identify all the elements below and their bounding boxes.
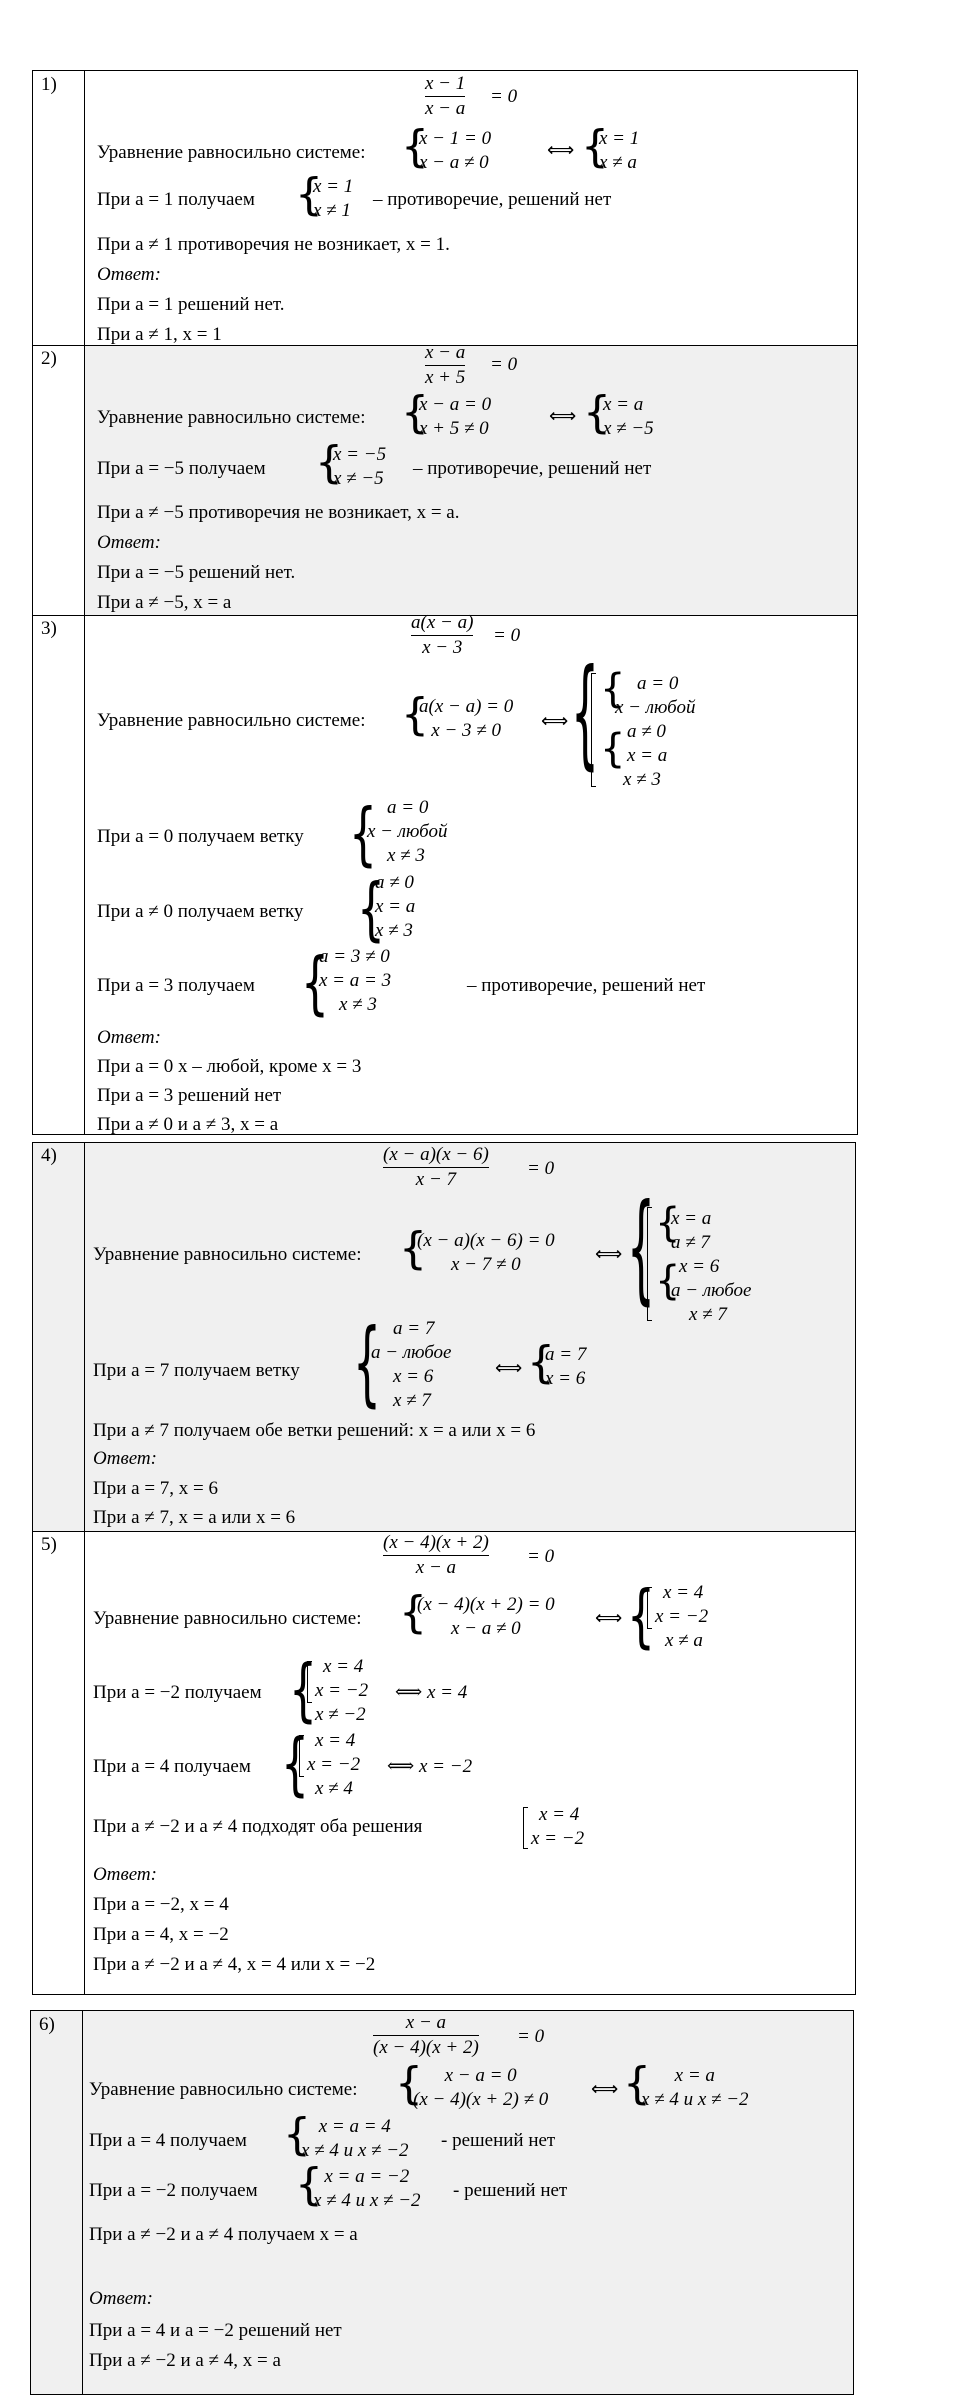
brace: { [395, 2058, 423, 2109]
brace: { [623, 2058, 651, 2109]
system: a = 3 ≠ 0 x = a = 3 x ≠ 3 [319, 946, 392, 1015]
answer-line: При a = 4, x = −2 [93, 1924, 229, 1945]
answer-line: При a ≠ 7, x = a или x = 6 [93, 1507, 296, 1528]
problem-number: 4) [41, 1145, 57, 1166]
case-result: - решений нет [441, 2130, 556, 2151]
answer-label: Ответ: [97, 264, 161, 285]
answer-line: При a = 3 решений нет [97, 1085, 282, 1106]
case-result: – противоречие, решений нет [373, 189, 612, 210]
system: a = 0 x − любой a ≠ 0 x = a x ≠ 3 [615, 673, 696, 790]
fraction: (x − a)(x − 6) x − 7 [383, 1144, 489, 1190]
system: a = 7 a − любое x = 6 x ≠ 7 [371, 1318, 452, 1411]
fraction [425, 74, 465, 118]
equals-zero: = 0 [490, 354, 518, 375]
answer-line: При a ≠ −2 и a ≠ 4, x = a [89, 2350, 281, 2371]
brace: { [283, 2109, 311, 2160]
system: x = a x ≠ 4 и x ≠ −2 [641, 2065, 749, 2110]
answer-line: При a = 7, x = 6 [93, 1478, 219, 1499]
system: x − 1 = 0 x − a ≠ 0 [419, 128, 492, 173]
problem-6-table [30, 2010, 854, 2395]
equals-zero: = 0 [493, 625, 521, 646]
answer-label: Ответ: [93, 1448, 157, 1469]
iff-symbol: ⟺ [591, 2078, 619, 2100]
answer-label: Ответ: [97, 532, 161, 553]
brace: { [399, 1587, 427, 1638]
number-column [33, 1143, 85, 1994]
brace: { [655, 1200, 681, 1246]
case-line: При a ≠ 0 получаем ветку [97, 901, 304, 922]
problems-1-3-table [32, 70, 858, 1135]
case-result: - решений нет [453, 2180, 568, 2201]
brace: { [401, 121, 429, 172]
system: x − a = 0 x + 5 ≠ 0 [419, 394, 492, 439]
equiv-label: Уравнение равносильно системе: [93, 1244, 362, 1265]
case-line: При a ≠ −5 противоречия не возникает, x = a. [97, 502, 460, 523]
system: x = 4 x = −2 [531, 1804, 585, 1849]
brace: { [295, 169, 323, 220]
bracket [307, 1661, 312, 1703]
brace: { [315, 437, 343, 488]
problem-number: 5) [41, 1534, 57, 1555]
brace: { [295, 2159, 323, 2210]
brace: { [301, 943, 329, 1023]
case-line: При a = −2 получаем [93, 1682, 262, 1703]
case-line: При a = 0 получаем ветку [97, 826, 304, 847]
brace: { [349, 794, 377, 874]
equals-zero: = 0 [490, 86, 518, 107]
equiv-label: Уравнение равносильно системе: [97, 710, 366, 731]
problem-number: 3) [41, 618, 57, 639]
system: x = a = −2 x ≠ 4 и x ≠ −2 [313, 2166, 421, 2211]
answer-line: При a = 1 решений нет. [97, 294, 285, 315]
answer-line: При a ≠ 1, x = 1 [97, 324, 222, 345]
system: a(x − a) = 0 x − 3 ≠ 0 [419, 696, 514, 741]
iff-symbol: ⟺ [549, 405, 577, 427]
equals-zero: = 0 [527, 1158, 555, 1179]
system: x = 1 x ≠ a [599, 128, 640, 173]
equals-zero: = 0 [517, 2026, 545, 2047]
system: x = 1 x ≠ 1 [313, 176, 354, 221]
system: x = 4 x = −2 x ≠ a [655, 1582, 709, 1651]
case-result: ⟺ x = −2 [387, 1756, 473, 1777]
iff-symbol: ⟺ [595, 1243, 623, 1265]
answer-line: При a ≠ −5, x = a [97, 592, 232, 613]
fraction: x − a (x − 4)(x + 2) [373, 2012, 479, 2058]
problem-number: 6) [39, 2014, 55, 2035]
case-line: При a = −2 получаем [89, 2180, 258, 2201]
brace: { [627, 1180, 655, 1318]
bracket [299, 1735, 304, 1777]
case-line: При a = 4 получаем [89, 2130, 247, 2151]
denominator: x − a [425, 98, 466, 119]
number-column [33, 71, 85, 1134]
brace: { [655, 1258, 681, 1304]
problems-4-5-table [32, 1142, 856, 1995]
system: x = a a ≠ 7 x = 6 a − любое x ≠ 7 [671, 1208, 752, 1325]
system: x = a x ≠ −5 [603, 394, 654, 439]
problem-number: 2) [41, 348, 57, 369]
case-result: ⟺ x = 4 [395, 1682, 468, 1703]
case-result: – противоречие, решений нет [413, 458, 652, 479]
system: x = a = 4 x ≠ 4 и x ≠ −2 [301, 2116, 409, 2161]
brace: { [353, 1310, 381, 1418]
brace: { [289, 1650, 317, 1730]
brace: { [281, 1724, 309, 1804]
fraction: a(x − a) x − 3 [411, 612, 474, 658]
case-line: При a = 7 получаем ветку [93, 1360, 300, 1381]
problem-number: 1) [41, 74, 57, 95]
bracket [647, 1207, 652, 1321]
case-line: При a = −5 получаем [97, 458, 266, 479]
bracket [647, 1587, 652, 1629]
brace: { [581, 121, 609, 172]
answer-label: Ответ: [89, 2288, 153, 2309]
system: x = 4 x = −2 x ≠ −2 [315, 1656, 369, 1725]
brace: { [401, 689, 429, 740]
answer-line: При a = 4 и a = −2 решений нет [89, 2320, 342, 2341]
brace: { [357, 869, 385, 949]
brace: { [401, 387, 429, 438]
iff-symbol: ⟺ [595, 1607, 623, 1629]
brace: { [399, 1223, 427, 1274]
brace: { [571, 645, 599, 783]
answer-line: При a = −5 решений нет. [97, 562, 296, 583]
case-line: При a ≠ 1 противоречия не возникает, x = 1. [97, 234, 450, 255]
fraction: x − a x + 5 [425, 342, 466, 388]
number-column [31, 2011, 83, 2394]
equiv-label: Уравнение равносильно системе: [93, 1608, 362, 1629]
equiv-label: Уравнение равносильно системе: [89, 2079, 358, 2100]
iff-symbol: ⟺ [541, 710, 569, 732]
system: x − a = 0 (x − 4)(x + 2) ≠ 0 [413, 2065, 549, 2110]
system: a = 7 x = 6 [545, 1344, 587, 1389]
brace: { [600, 666, 626, 712]
case-line: При a = 1 получаем [97, 189, 255, 210]
answer-label: Ответ: [93, 1864, 157, 1885]
answer-label: Ответ: [97, 1027, 161, 1048]
case-line: При a = 4 получаем [93, 1756, 251, 1777]
iff-symbol: ⟺ [547, 139, 575, 161]
system: x = −5 x ≠ −5 [333, 444, 387, 489]
iff-symbol: ⟺ [495, 1357, 523, 1379]
case-line: При a = 3 получаем [97, 975, 255, 996]
system: a = 0 x − любой x ≠ 3 [367, 797, 448, 866]
brace: { [627, 1576, 655, 1656]
system: a ≠ 0 x = a x ≠ 3 [375, 872, 416, 941]
answer-line: При a ≠ −2 и a ≠ 4, x = 4 или x = −2 [93, 1954, 376, 1975]
bracket [523, 1807, 528, 1849]
case-line: При a ≠ 7 получаем обе ветки решений: x = a или x = 6 [93, 1420, 536, 1441]
numerator: x − 1 [425, 73, 466, 94]
case-line: При a ≠ −2 и a ≠ 4 подходят оба решения [93, 1816, 423, 1837]
case-line: При a ≠ −2 и a ≠ 4 получаем x = a [89, 2224, 358, 2245]
answer-line: При a = −2, x = 4 [93, 1894, 229, 1915]
system: x = 4 x = −2 x ≠ 4 [307, 1730, 361, 1799]
equals-zero: = 0 [527, 1546, 555, 1567]
bracket [591, 673, 596, 787]
equiv-label: Уравнение равносильно системе: [97, 142, 366, 163]
equiv-label: Уравнение равносильно системе: [97, 407, 366, 428]
brace: { [583, 387, 611, 438]
case-result: – противоречие, решений нет [467, 975, 706, 996]
system: (x − 4)(x + 2) = 0 x − a ≠ 0 [417, 1594, 555, 1639]
answer-line: При a ≠ 0 и a ≠ 3, x = a [97, 1114, 279, 1135]
brace: { [600, 726, 626, 772]
answer-line: При a = 0 x – любой, кроме x = 3 [97, 1056, 362, 1077]
brace: { [527, 1337, 555, 1388]
system: (x − a)(x − 6) = 0 x − 7 ≠ 0 [417, 1230, 555, 1275]
fraction: (x − 4)(x + 2) x − a [383, 1532, 489, 1578]
